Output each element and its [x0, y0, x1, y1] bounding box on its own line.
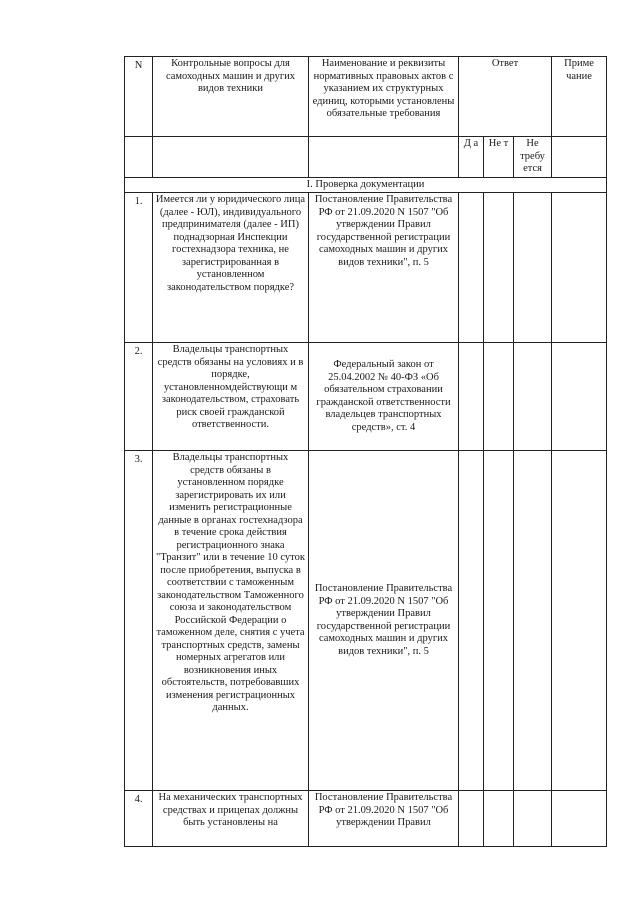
- note-cell: [552, 193, 607, 343]
- control-question: На механических транспортных средствах и прицепах должны быть установлены на: [153, 791, 309, 847]
- header-answer: Ответ: [459, 57, 552, 137]
- control-question: Имеется ли у юридического лица (далее - ЮЛ), индивидуального предпринимателя (далее - ИП) поднадзорная Инспекции гостехнадзора техника, не зарегистрированная в установленном законодательством порядке?: [153, 193, 309, 343]
- header-blank-question: [153, 137, 309, 178]
- legal-reference: Постановление Правительства РФ от 21.09.2020 N 1507 "Об утверждении Правил государственной регистрации самоходных машин и других видов техники", п. 5: [309, 193, 459, 343]
- answer-yes-cell: [459, 193, 484, 343]
- header-note: Приме чание: [552, 57, 607, 137]
- header-yes: Д а: [459, 137, 484, 178]
- table-row: [125, 193, 607, 343]
- control-question: Владельцы транспортных средств обязаны на условиях и в порядке, установленномдействующи м законодательством, страховать риск своей гражданской ответственности.: [153, 343, 309, 451]
- note-cell: [552, 343, 607, 451]
- table-row: [125, 791, 607, 847]
- legal-reference: Постановление Правительства РФ от 21.09.2020 N 1507 "Об утверждении Правил: [309, 791, 459, 847]
- checklist-table: [124, 56, 607, 847]
- answer-not-required-cell: [514, 343, 552, 451]
- answer-no-cell: [484, 791, 514, 847]
- legal-reference: Федеральный закон от 25.04.2002 № 40-ФЗ «Об обязательном страховании гражданской ответственности владельцев транспортных средств», ст. 4: [309, 343, 459, 451]
- header-requisites: Наименование и реквизиты нормативных правовых актов с указанием их структурных единиц, которыми установлены обязательные требования: [309, 57, 459, 137]
- header-question: Контрольные вопросы для самоходных машин и других видов техники: [153, 57, 309, 137]
- control-question: Владельцы транспортных средств обязаны в установленном порядке зарегистрировать их или изменить регистрационные данные в органах гостехнадзора в течение срока действия регистрационного знака "Транзит" или в течение 10 суток после приобретения, выпуска в соответствии с таможенным законодательством Таможенного союза и законодательством Российской Федерации о таможенном деле, снятия с учета транспортных средств, замены номерных агрегатов или возникновения иных обстоятельств, потребовавших изменения регистрационных данных.: [153, 451, 309, 791]
- header-blank-n: [125, 137, 153, 178]
- answer-no-cell: [484, 451, 514, 791]
- answer-no-cell: [484, 193, 514, 343]
- answer-not-required-cell: [514, 791, 552, 847]
- answer-not-required-cell: [514, 193, 552, 343]
- section-title: I. Проверка документации: [125, 177, 607, 193]
- header-not-required: Не требу ется: [514, 137, 552, 178]
- note-cell: [552, 451, 607, 791]
- row-number: 1.: [125, 193, 153, 343]
- header-n: N: [125, 57, 153, 137]
- answer-not-required-cell: [514, 451, 552, 791]
- row-number: 3.: [125, 451, 153, 791]
- row-number: 4.: [125, 791, 153, 847]
- header-blank-note: [552, 137, 607, 178]
- table-row: [125, 451, 607, 791]
- note-cell: [552, 791, 607, 847]
- row-number: 2.: [125, 343, 153, 451]
- answer-yes-cell: [459, 791, 484, 847]
- header-blank-requisites: [309, 137, 459, 178]
- header-no: Не т: [484, 137, 514, 178]
- table-row: [125, 343, 607, 451]
- answer-yes-cell: [459, 343, 484, 451]
- answer-no-cell: [484, 343, 514, 451]
- legal-reference: Постановление Правительства РФ от 21.09.2020 N 1507 "Об утверждении Правил государственной регистрации самоходных машин и других видов техники", п. 5: [309, 451, 459, 791]
- answer-yes-cell: [459, 451, 484, 791]
